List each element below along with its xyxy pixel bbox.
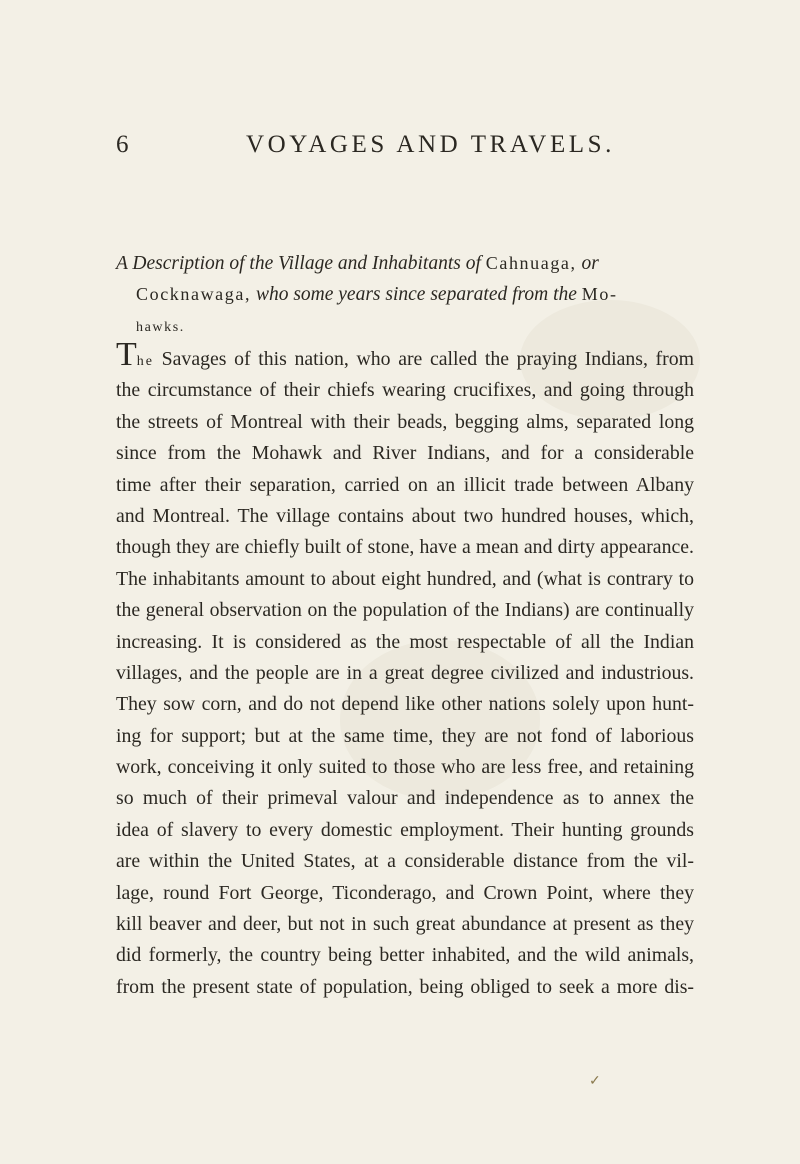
text-line: the circumstance of their chiefs wearing crucifixes, and going through [116, 379, 694, 402]
text-line: They sow corn, and do not depend like other nations solely upon hunt- [116, 693, 694, 716]
heading-line-2: Cocknawaga, who some years since separated from the Mo- [136, 284, 618, 305]
pencil-check-mark: ✓ [589, 1074, 601, 1089]
heading-line-3: hawks. [136, 320, 185, 335]
heading-line-1: A Description of the Village and Inhabitants of Cahnuaga, or [116, 253, 599, 274]
text-line: did formerly, the country being better inhabited, and the wild animals, [116, 944, 694, 967]
text-line: lage, round Fort George, Ticonderago, and Crown Point, where they [116, 881, 694, 904]
text-line: from the present state of population, being obliged to seek a more dis- [116, 975, 694, 998]
text-line: since from the Mohawk and River Indians, and for a considerable [116, 442, 694, 465]
text-line: and Montreal. The village contains about two hundred houses, which, [116, 504, 694, 527]
running-head [116, 128, 676, 168]
text-line: time after their separation, carried on an illicit trade between Albany [116, 473, 694, 496]
running-title: VOYAGES AND TRAVELS. [246, 131, 616, 158]
text-line: ing for support; but at the same time, they are not fond of laborious [116, 724, 694, 747]
text-line: work, conceiving it only suited to those who are less free, and retaining [116, 756, 694, 779]
text-line: the general observation on the population of the Indians) are continually [116, 599, 694, 622]
text-line: so much of their primeval valour and independence as to annex the [116, 787, 694, 810]
text-line: the streets of Montreal with their beads, begging alms, separated long [116, 410, 694, 433]
text-line: are within the United States, at a considerable distance from the vil- [116, 850, 694, 873]
page-number: 6 [116, 131, 129, 158]
text-line: kill beaver and deer, but not in such great abundance at present as they [116, 913, 694, 936]
text-line: villages, and the people are in a great degree civilized and industrious. [116, 661, 694, 684]
body-paragraph [116, 336, 694, 1003]
text-line: increasing. It is considered as the most respectable of all the Indian [116, 630, 694, 653]
drop-cap: T [116, 336, 137, 373]
chapter-heading [116, 248, 691, 343]
text-line: though they are chiefly built of stone, have a mean and dirty appearance. [116, 536, 694, 559]
text-line: idea of slavery to every domestic employment. Their hunting grounds [116, 818, 694, 841]
text-line: The inhabitants amount to about eight hundred, and (what is contrary to [116, 567, 694, 590]
text-line: The Savages of this nation, who are called the praying Indians, from [116, 336, 694, 373]
